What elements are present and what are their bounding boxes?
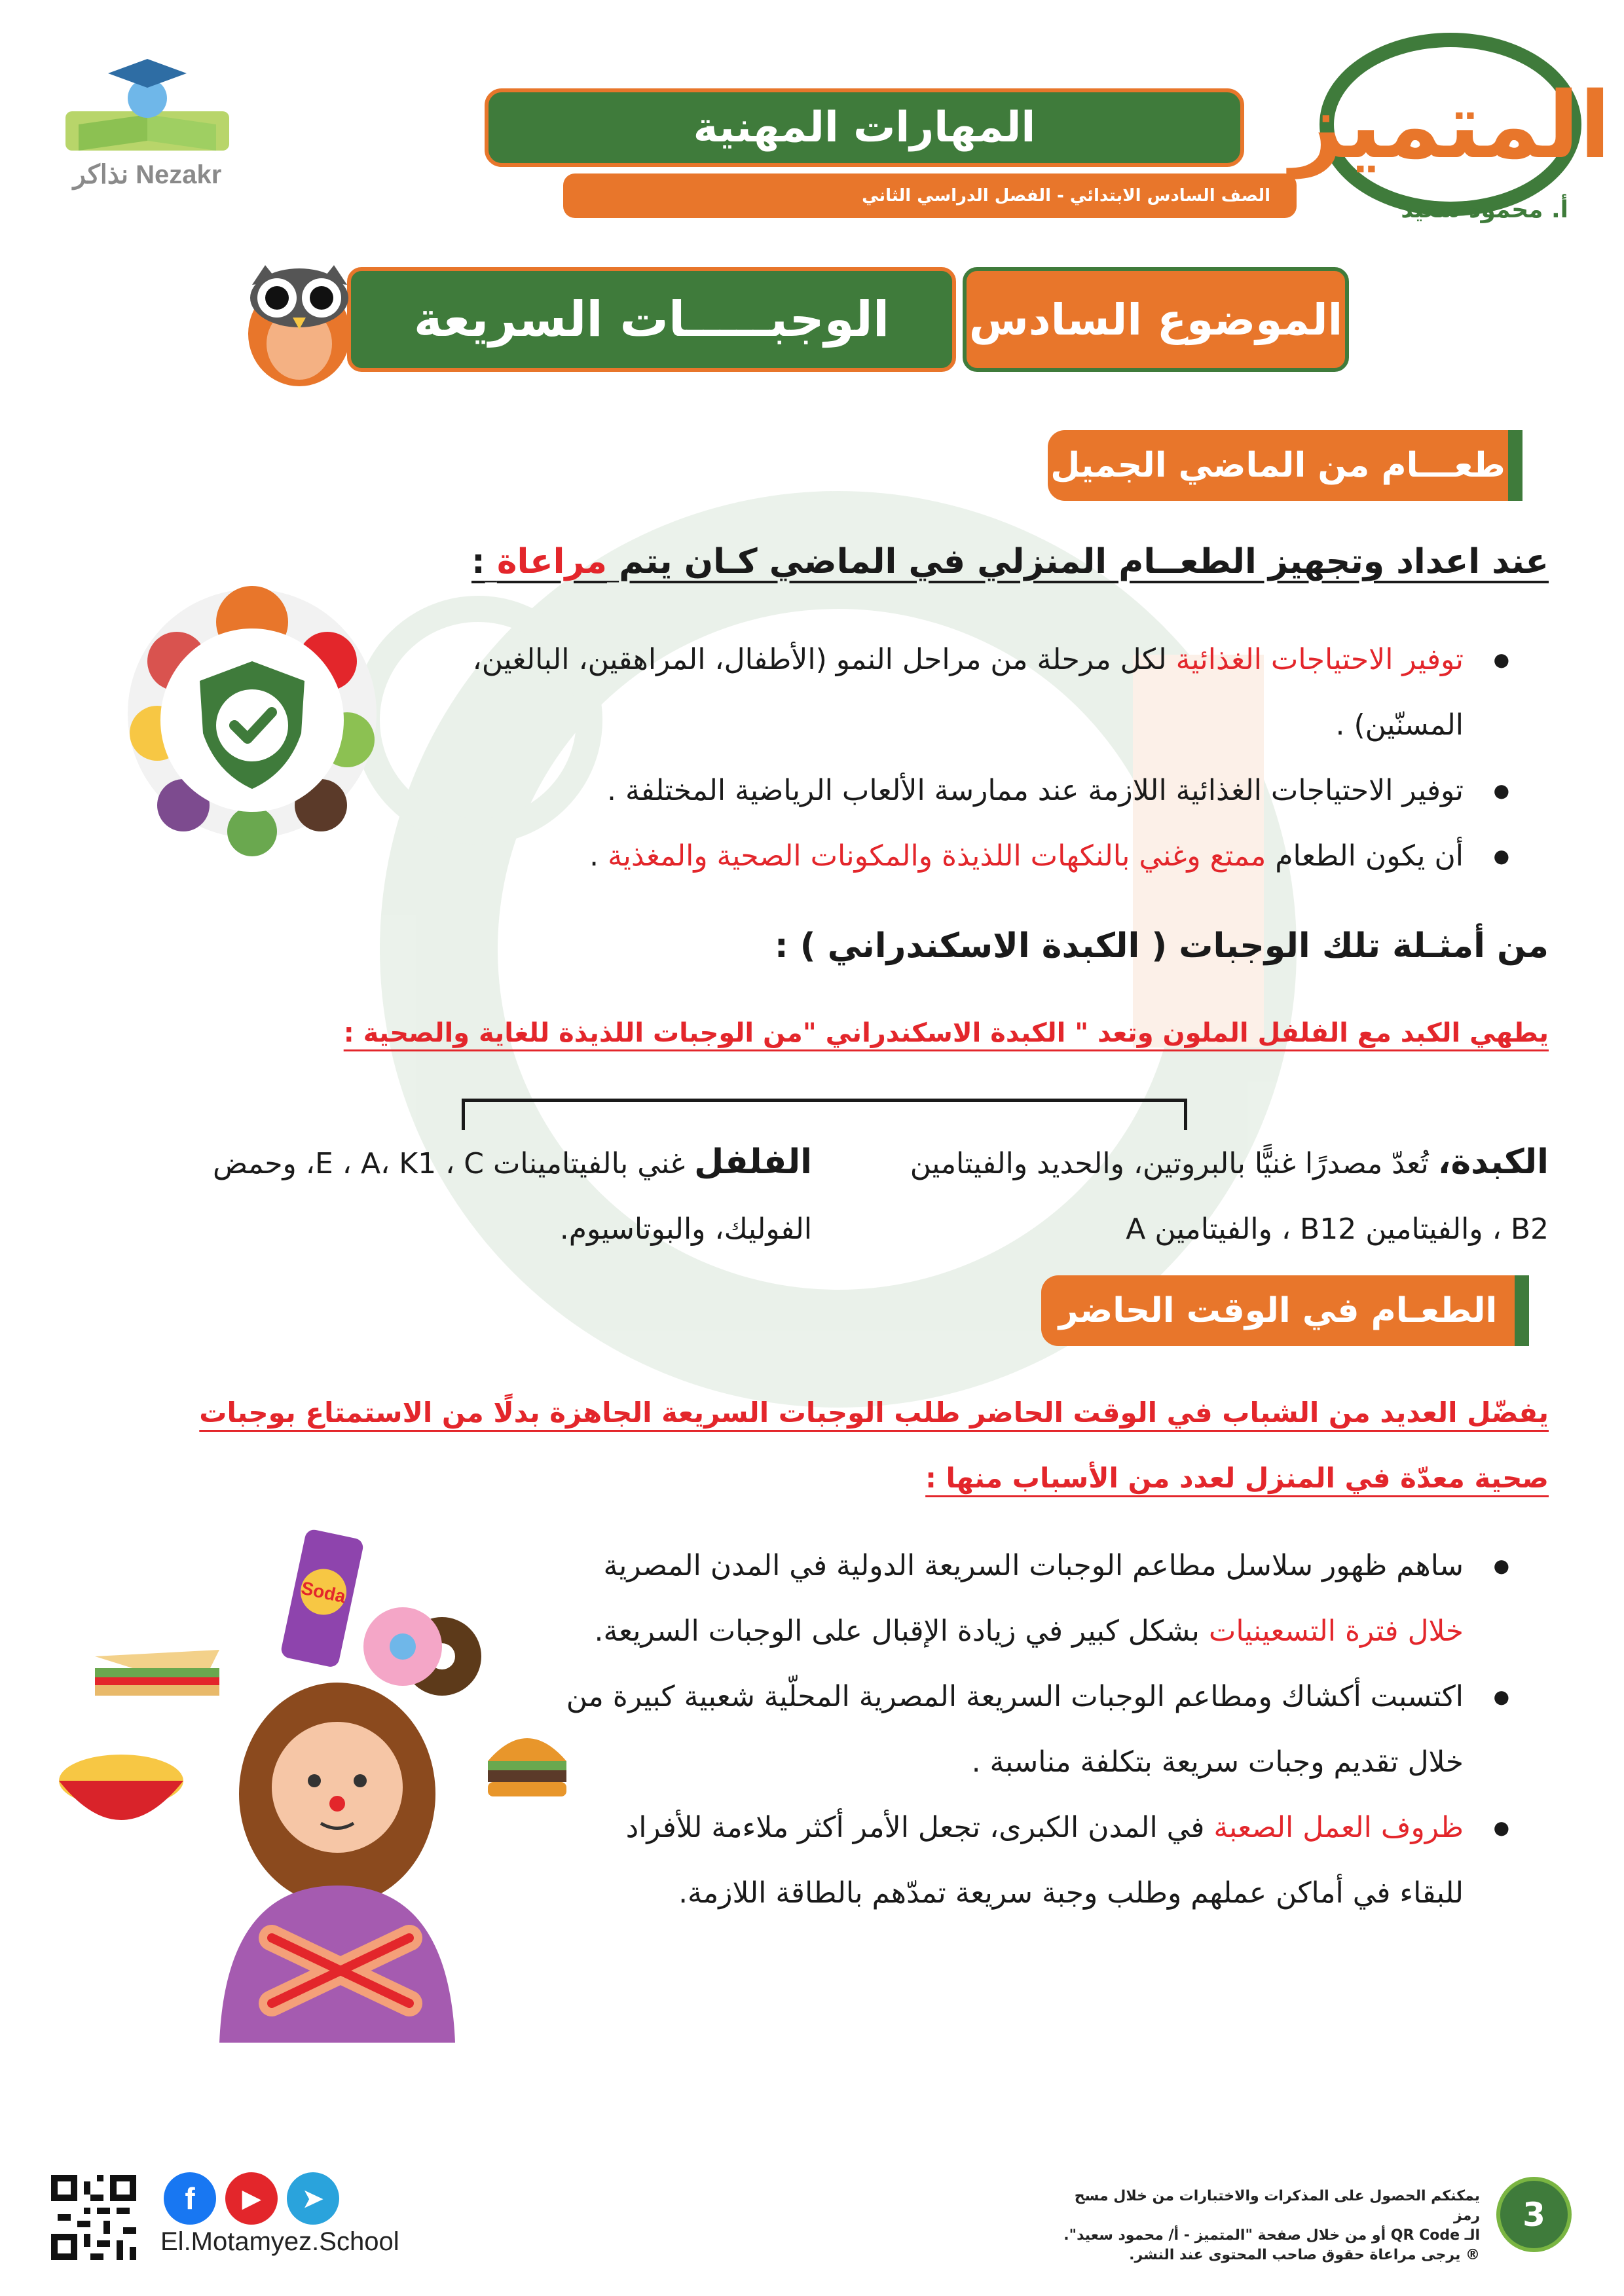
bullet-highlight: خلال فترة التسعينيات bbox=[1208, 1614, 1464, 1648]
list-item bbox=[435, 627, 1509, 758]
pepper-info bbox=[124, 1129, 812, 1262]
graduation-book-icon bbox=[52, 52, 242, 157]
bowl-icon bbox=[59, 1755, 183, 1820]
girl-crossed-arms-icon bbox=[219, 1683, 455, 2043]
list-item bbox=[435, 824, 1509, 889]
bullet-text: بشكل كبير في زيادة الإقبال على الوجبات السريعة. bbox=[594, 1614, 1209, 1648]
burger-icon bbox=[488, 1738, 566, 1796]
examples-heading: من أمثـلة تلك الوجبات ( الكبدة الاسكندراني ) : bbox=[774, 926, 1549, 966]
footer-note bbox=[1061, 2187, 1480, 2265]
topic-title: الوجبـــــات السريعة bbox=[347, 267, 956, 372]
bracket-connector bbox=[462, 1099, 1187, 1130]
page-number: 3 bbox=[1496, 2177, 1572, 2252]
liver-text: تُعدّ مصدرًا غنيًّا بالبروتين، والحديد والفيتامين B2 ، والفيتامين B12 ، والفيتامين A bbox=[910, 1147, 1549, 1246]
examples-red-line: يطهي الكبد مع الفلفل الملون وتعد " الكبدة الاسكندراني "من الوجبات اللذيذة للغاية والصحية : bbox=[343, 1018, 1549, 1048]
pepper-text: غني بالفيتامينات E ، A، K1 ، C، وحمض الفوليك، والبوتاسيوم. bbox=[213, 1147, 812, 1246]
bullet-text: في المدن الكبرى، تجعل الأمر أكثر ملاءمة للأفراد للبقاء في أماكن عملهم وطلب وجبة سريعة تمدّهم بالطاقة اللازمة. bbox=[625, 1811, 1464, 1910]
section-tag-past: طعـــام من الماضي الجميل bbox=[1048, 430, 1522, 501]
footer-note-line3: ® يرجى مراعاة حقوق صاحب المحتوى عند النشر. bbox=[1129, 2247, 1480, 2263]
website-link[interactable]: El.Motamyez.School bbox=[160, 2227, 399, 2256]
topic-label: الموضوع السادس bbox=[963, 267, 1349, 372]
donut-icon bbox=[363, 1607, 481, 1696]
heading-main: عند اعداد وتجهيز الطعــام المنزلي في الماضي كـان يتم bbox=[619, 542, 1549, 581]
heading-red: مراعاة bbox=[496, 542, 607, 581]
liver-title: الكبدة، bbox=[1437, 1142, 1549, 1182]
telegram-icon[interactable]: ➤ bbox=[287, 2172, 339, 2225]
bullet-text: ساهم ظهور سلاسل مطاعم الوجبات السريعة الدولية في المدن المصرية bbox=[603, 1549, 1464, 1582]
nezakr-logo bbox=[52, 52, 242, 190]
sandwich-icon bbox=[95, 1650, 219, 1696]
social-links bbox=[164, 2172, 339, 2225]
list-item bbox=[553, 1664, 1509, 1795]
section2-bullets bbox=[553, 1533, 1509, 1926]
facebook-icon[interactable]: f bbox=[164, 2172, 216, 2225]
list-item bbox=[553, 1795, 1509, 1926]
soda-label: Soda bbox=[299, 1577, 348, 1607]
section-tag-present: الطعـام في الوقت الحاضر bbox=[1041, 1275, 1529, 1346]
bullet-text: لكل مرحلة من مراحل النمو (الأطفال، المراهقين، البالغين، المسنّين) . bbox=[472, 643, 1464, 742]
healthy-food-shield-icon bbox=[118, 563, 386, 864]
bullet-text: توفير الاحتياجات الغذائية اللازمة عند ممارسة الألعاب الرياضية المختلفة . bbox=[607, 774, 1464, 807]
heading-end: : bbox=[471, 542, 485, 581]
bullet-text: أن يكون الطعام bbox=[1266, 839, 1464, 873]
teacher-name: أ. محمود سعيد bbox=[1401, 196, 1568, 223]
brand-small-text: Nezakr نذاكر bbox=[73, 160, 222, 189]
fast-food-girl-illustration bbox=[56, 1519, 599, 2043]
liver-info bbox=[894, 1129, 1549, 1262]
bullet-end: . bbox=[589, 839, 608, 873]
qr-code-icon[interactable] bbox=[51, 2175, 136, 2260]
bullet-highlight: ممتع وغني بالنكهات اللذيذة والمكونات الصحية والمغذية bbox=[608, 839, 1266, 873]
soda-can-icon bbox=[280, 1528, 365, 1668]
logo-text: المتميز bbox=[1290, 73, 1611, 179]
footer-note-line1: يمكنكم الحصول على المذكرات والاختبارات من خلال مسح رمز bbox=[1074, 2188, 1480, 2224]
bullet-highlight: ظروف العمل الصعبة bbox=[1213, 1811, 1464, 1844]
list-item bbox=[435, 758, 1509, 824]
pepper-title: الفلفل bbox=[694, 1142, 812, 1182]
subject-title: المهارات المهنية bbox=[485, 88, 1244, 167]
list-item bbox=[553, 1533, 1509, 1664]
youtube-icon[interactable]: ▶ bbox=[225, 2172, 278, 2225]
section1-bullets bbox=[435, 627, 1509, 889]
owl-icon bbox=[246, 259, 354, 386]
footer-note-line2: الـ QR Code أو من خلال صفحة "المتميز - أ/ محمود سعيد". bbox=[1063, 2227, 1480, 2244]
grade-line: الصف السادس الابتدائي - الفصل الدراسي الثاني bbox=[563, 173, 1297, 218]
bullet-text: اكتسبت أكشاك ومطاعم الوجبات السريعة المصرية المحلّية شعبية كبيرة من خلال تقديم وجبات سريعة بتكلفة مناسبة . bbox=[566, 1680, 1464, 1779]
section2-red-para: يفضّل العديد من الشباب في الوقت الحاضر طلب الوجبات السريعة الجاهزة بدلًا من الاستمتاع بوجبات صحية معدّة في المنزل لعدد من الأسباب منها : bbox=[199, 1396, 1549, 1494]
bullet-highlight: توفير الاحتياجات الغذائية bbox=[1175, 643, 1464, 676]
